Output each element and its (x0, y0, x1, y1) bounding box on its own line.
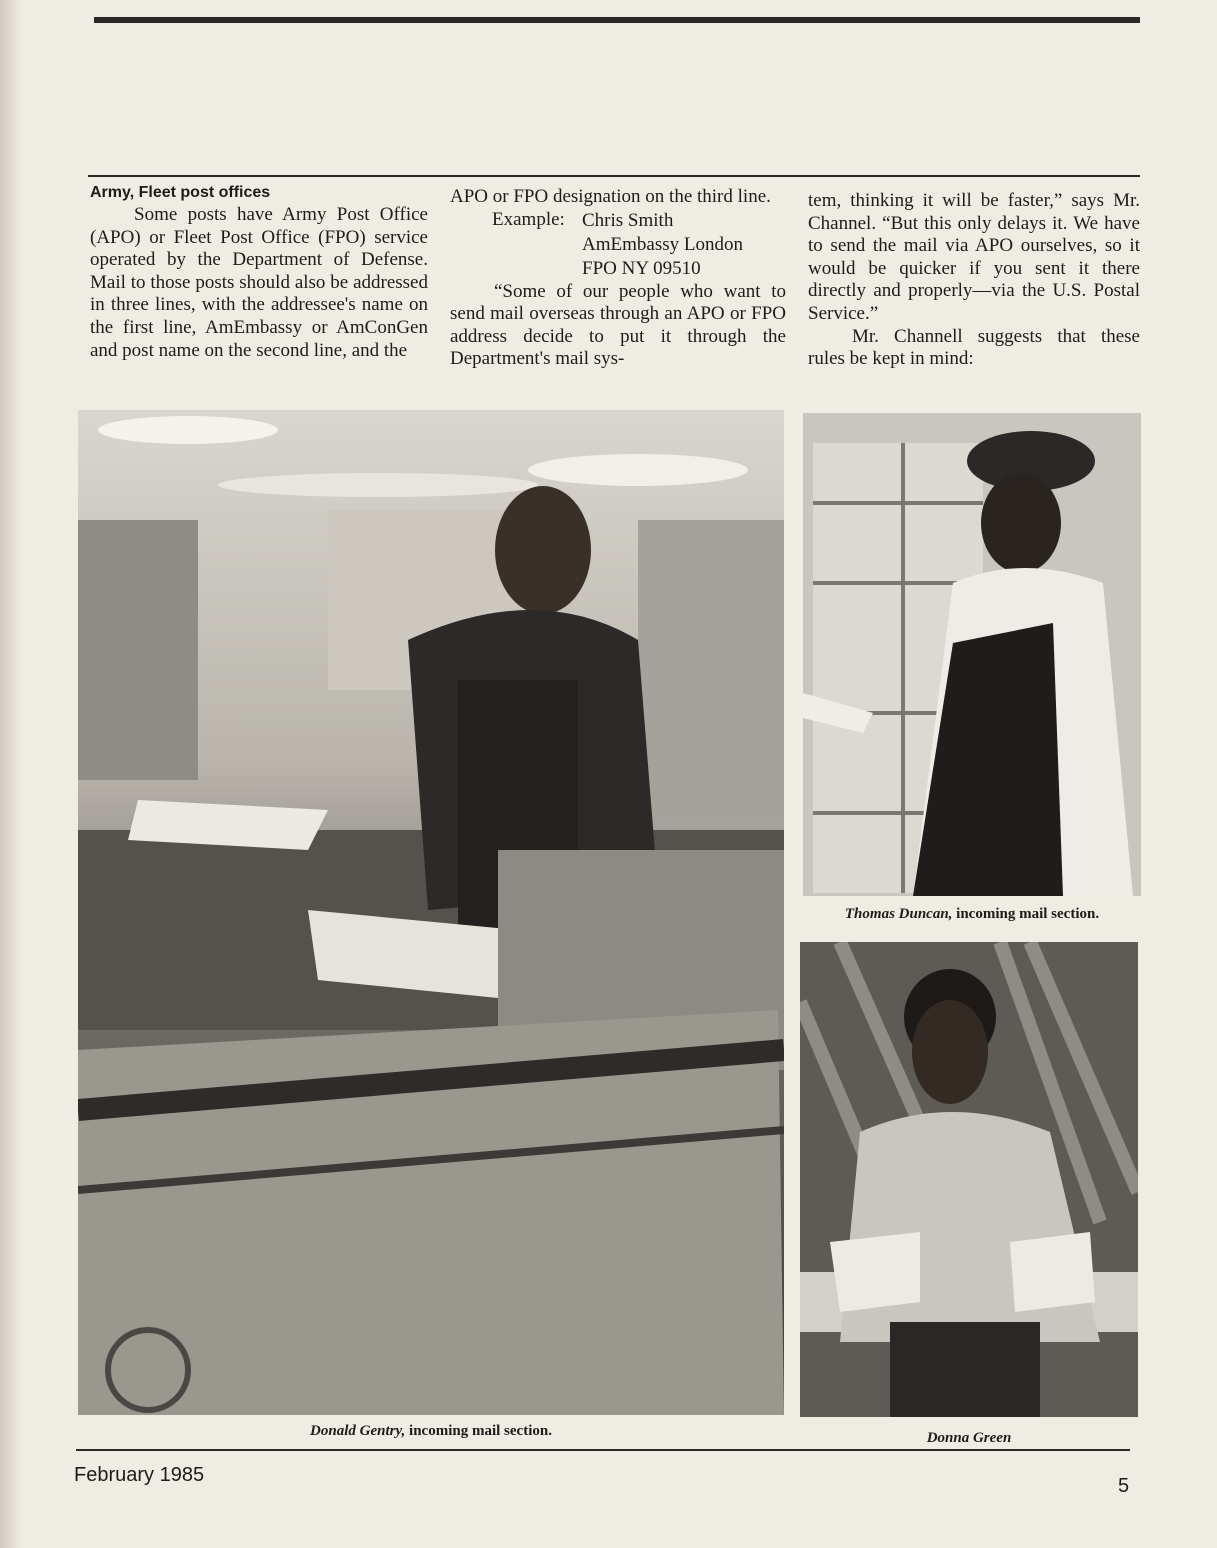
example-line: AmEmbassy London (582, 233, 743, 255)
photo-caption-gentry (78, 1423, 784, 1440)
photo-donald-gentry (78, 410, 784, 1415)
caption-role: incoming mail section. (952, 906, 1100, 922)
photo-donna-green-image (800, 942, 1138, 1417)
article-column-3 (808, 190, 1140, 371)
example-label: Example: (492, 208, 565, 230)
photo-thomas-duncan-image (803, 413, 1141, 896)
paragraph: APO or FPO designation on the third line. (450, 186, 771, 207)
example-line: Chris Smith (582, 209, 674, 231)
issue-date: February 1985 (74, 1464, 205, 1486)
photo-donna-green (800, 942, 1138, 1417)
page-gutter-shade (0, 0, 22, 1548)
photo-thomas-duncan (803, 413, 1141, 896)
section-subhead: Army, Fleet post offices (90, 184, 271, 201)
caption-role: incoming mail section. (405, 1423, 552, 1439)
section-rule (88, 175, 1140, 177)
page-number: 5 (1118, 1475, 1130, 1497)
article-column-2 (450, 186, 786, 371)
paragraph: “Some of our people who want to send mail overseas through an APO or FPO address decide to put it through the Department's mail sys- (450, 280, 786, 370)
article-column-1 (90, 184, 428, 362)
caption-name: Donald Gentry, (310, 1423, 406, 1439)
paragraph: Some posts have Army Post Office (APO) or Fleet Post Office (FPO) service operated by the Department of Defense. Mail to those posts should also be addressed in three lines, with the addressee's name on the first line, AmEmbassy or AmConGen and post name on the second line, and the (90, 204, 428, 361)
address-example (450, 209, 786, 281)
photo-caption-green: Donna Green (926, 1430, 1012, 1446)
photo-caption-duncan (803, 906, 1141, 923)
paragraph: Mr. Channell suggests that these rules be kept in mind: (808, 325, 1140, 370)
caption-name: Thomas Duncan, (844, 906, 953, 922)
footer-rule (76, 1449, 1130, 1451)
photo-donald-gentry-image (78, 410, 784, 1415)
paragraph: tem, thinking it will be faster,” says Mr. Channel. “But this only delays it. We have to send the mail via APO ourselves, so it would be quicker if you sent it there directly and properly—via the U.S. Postal Service.” (808, 190, 1140, 324)
example-line: FPO NY 09510 (582, 257, 701, 279)
top-rule (94, 17, 1140, 23)
